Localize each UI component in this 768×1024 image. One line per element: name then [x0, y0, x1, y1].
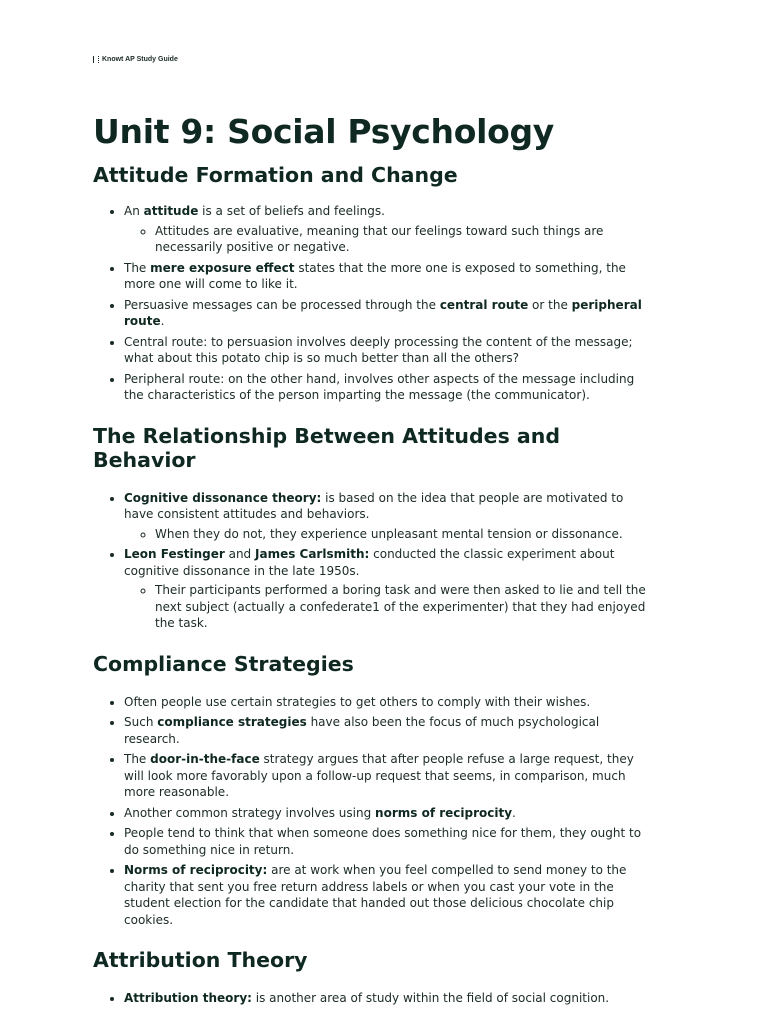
- section-attitude-formation: [93, 163, 653, 404]
- bullet-list: [93, 203, 653, 404]
- sub-list-item: ◦ When they do not, they experience unpleasant mental tension or dissonance.: [155, 526, 653, 543]
- section-heading: Attitude Formation and Change: [93, 163, 458, 187]
- section-compliance-strategies: [93, 652, 653, 929]
- list-item: • An attitude is a set of beliefs and feelings. ◦ Attitudes are evaluative, meaning that our feelings toward such things are necessarily positive or negative.: [124, 203, 653, 256]
- list-item: • Another common strategy involves using norms of reciprocity.: [124, 805, 653, 822]
- sub-list-item: ◦ Attitudes are evaluative, meaning that our feelings toward such things are necessarily positive or negative.: [155, 223, 653, 256]
- section-heading: Compliance Strategies: [93, 651, 354, 676]
- brand-header: [93, 56, 178, 63]
- sub-list: [124, 223, 653, 256]
- list-item: • Cognitive dissonance theory: is based on the idea that people are motivated to have consistent attitudes and behaviors. ◦ When they do not, they experience unpleasant mental tension or dissonance.: [124, 490, 653, 543]
- page-title: Unit 9: Social Psychology: [93, 112, 554, 151]
- list-item: • Often people use certain strategies to get others to comply with their wishes.: [124, 694, 653, 711]
- sub-list: [124, 526, 653, 543]
- list-item: • People tend to think that when someone does something nice for them, they ought to do something nice in return.: [124, 825, 653, 858]
- list-item: • Leon Festinger and James Carlsmith: conducted the classic experiment about cognitive dissonance in the late 1950s. ◦ Their participants performed a boring task and were then asked to lie and tell the next subject (actually a confederate1 of the experimenter) that they had enjoyed the task.: [124, 546, 653, 632]
- list-item: • Norms of reciprocity: are at work when you feel compelled to send money to the charity that sent you free return address labels or when you cast your vote in the student election for the candidate that handed out those delicious chocolate chip cookies.: [124, 862, 653, 928]
- knowt-logo-icon: [93, 56, 99, 63]
- sub-list: [124, 582, 653, 632]
- bullet-list: [93, 694, 653, 929]
- list-item: • Such compliance strategies have also been the focus of much psychological research.: [124, 714, 653, 747]
- list-item: • Attribution theory: is another area of study within the field of social cognition.: [124, 990, 653, 1007]
- brand-label: Knowt AP Study Guide: [102, 56, 178, 63]
- list-item: • Peripheral route: on the other hand, involves other aspects of the message including the characteristics of the person imparting the message (the communicator).: [124, 371, 653, 404]
- bullet-list: [93, 490, 653, 632]
- bullet-list: [93, 990, 653, 1007]
- section-heading: The Relationship Between Attitudes and Behavior: [93, 423, 561, 472]
- list-item: • Central route: to persuasion involves deeply processing the content of the message; what about this potato chip is so much better than all the others?: [124, 334, 653, 367]
- list-item: • The mere exposure effect states that the more one is exposed to something, the more one will come to like it.: [124, 260, 653, 293]
- sub-list-item: ◦ Their participants performed a boring task and were then asked to lie and tell the next subject (actually a confederate1 of the experimenter) that they had enjoyed the task.: [155, 582, 653, 632]
- section-attitudes-behavior: [93, 424, 653, 632]
- section-heading: Attribution Theory: [93, 948, 308, 972]
- list-item: • Persuasive messages can be processed through the central route or the peripheral route.: [124, 297, 653, 330]
- document-body: [93, 112, 653, 1011]
- list-item: • The door-in-the-face strategy argues that after people refuse a large request, they will look more favorably upon a follow-up request that seems, in comparison, much more reasonable.: [124, 751, 653, 801]
- section-attribution-theory: [93, 948, 653, 1007]
